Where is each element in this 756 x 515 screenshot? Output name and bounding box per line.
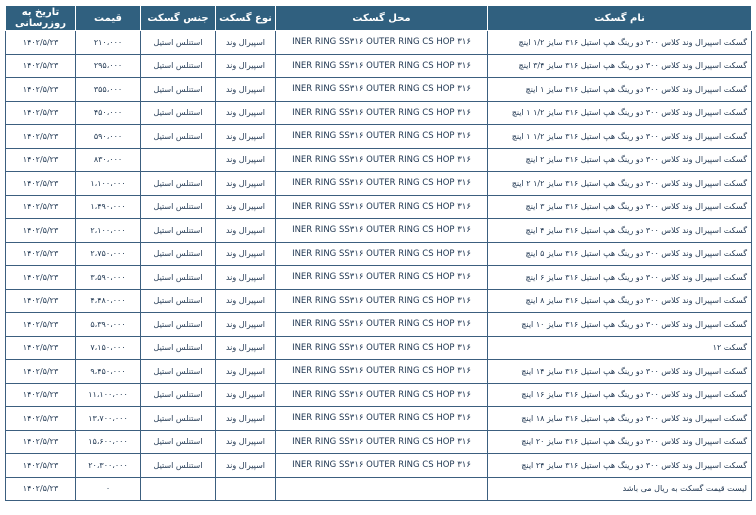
cell-gasket-type: اسپیرال وند [216,78,276,102]
table-row [6,242,752,266]
table-row [6,289,752,313]
cell-gasket-type: اسپیرال وند [216,195,276,219]
cell-gasket-type: اسپیرال وند [216,101,276,125]
header-price: قیمت [76,6,141,31]
table-row [6,477,752,501]
cell-price: ۲۱۰،۰۰۰ [76,31,141,55]
cell-gasket-material: استنلس استیل [141,266,216,290]
cell-gasket-location: INER RING SS۳۱۶ OUTER RING CS HOP ۳۱۶ [276,172,488,196]
cell-gasket-name: گسکت اسپیرال وند کلاس ۳۰۰ دو رینگ هپ استیل ۳۱۶ سایز ۱۴ اینچ [488,360,752,384]
cell-price: ۵،۳۹۰،۰۰۰ [76,313,141,337]
table-row [6,31,752,55]
cell-gasket-location: INER RING SS۳۱۶ OUTER RING CS HOP ۳۱۶ [276,219,488,243]
cell-gasket-name: گسکت اسپیرال وند کلاس ۳۰۰ دو رینگ هپ استیل ۳۱۶ سایز ۱/۲ اینچ [488,31,752,55]
cell-price: ۰ [76,477,141,501]
cell-gasket-name: گسکت اسپیرال وند کلاس ۳۰۰ دو رینگ هپ استیل ۳۱۶ سایز ۱۸ اینچ [488,407,752,431]
cell-price: ۹،۴۵۰،۰۰۰ [76,360,141,384]
cell-gasket-material: استنلس استیل [141,454,216,478]
table-row [6,195,752,219]
cell-gasket-location: INER RING SS۳۱۶ OUTER RING CS HOP ۳۱۶ [276,313,488,337]
price-table-container [5,5,751,501]
cell-price: ۱،۴۹۰،۰۰۰ [76,195,141,219]
cell-gasket-location: INER RING SS۳۱۶ OUTER RING CS HOP ۳۱۶ [276,195,488,219]
cell-gasket-material: استنلس استیل [141,407,216,431]
cell-gasket-type: اسپیرال وند [216,219,276,243]
cell-gasket-type: اسپیرال وند [216,430,276,454]
cell-gasket-location: INER RING SS۳۱۶ OUTER RING CS HOP ۳۱۶ [276,289,488,313]
cell-gasket-material: استنلس استیل [141,360,216,384]
cell-gasket-location: INER RING SS۳۱۶ OUTER RING CS HOP ۳۱۶ [276,148,488,172]
header-gasket-material: جنس گسکت [141,6,216,31]
cell-gasket-material: استنلس استیل [141,336,216,360]
cell-gasket-location: INER RING SS۳۱۶ OUTER RING CS HOP ۳۱۶ [276,430,488,454]
cell-gasket-material [141,148,216,172]
cell-gasket-type: اسپیرال وند [216,336,276,360]
cell-update-date: ۱۴۰۲/۵/۲۳ [6,78,76,102]
table-row [6,125,752,149]
table-row [6,336,752,360]
cell-gasket-location: INER RING SS۳۱۶ OUTER RING CS HOP ۳۱۶ [276,242,488,266]
cell-update-date: ۱۴۰۲/۵/۲۳ [6,383,76,407]
cell-gasket-material: استنلس استیل [141,430,216,454]
cell-price: ۷،۱۵۰،۰۰۰ [76,336,141,360]
cell-update-date: ۱۴۰۲/۵/۲۳ [6,360,76,384]
cell-gasket-location: INER RING SS۳۱۶ OUTER RING CS HOP ۳۱۶ [276,54,488,78]
cell-gasket-type: اسپیرال وند [216,148,276,172]
cell-update-date: ۱۴۰۲/۵/۲۳ [6,101,76,125]
table-row [6,454,752,478]
header-update-date: تاریخ به روزرسانی [6,6,76,31]
cell-gasket-location: INER RING SS۳۱۶ OUTER RING CS HOP ۳۱۶ [276,31,488,55]
cell-gasket-location: INER RING SS۳۱۶ OUTER RING CS HOP ۳۱۶ [276,407,488,431]
cell-update-date: ۱۴۰۲/۵/۲۳ [6,289,76,313]
table-row [6,101,752,125]
cell-price: ۱۱،۱۰۰،۰۰۰ [76,383,141,407]
cell-gasket-type [216,477,276,501]
cell-update-date: ۱۴۰۲/۵/۲۳ [6,430,76,454]
table-row [6,148,752,172]
cell-update-date: ۱۴۰۲/۵/۲۳ [6,454,76,478]
table-row [6,219,752,243]
table-body [6,31,752,501]
cell-gasket-type: اسپیرال وند [216,242,276,266]
cell-gasket-type: اسپیرال وند [216,454,276,478]
cell-gasket-material: استنلس استیل [141,54,216,78]
cell-price: ۲،۱۰۰،۰۰۰ [76,219,141,243]
cell-price: ۲۹۵،۰۰۰ [76,54,141,78]
cell-price: ۴،۴۸۰،۰۰۰ [76,289,141,313]
cell-gasket-material: استنلس استیل [141,219,216,243]
cell-gasket-name: لیست قیمت گسکت به ریال می باشد [488,477,752,501]
cell-update-date: ۱۴۰۲/۵/۲۳ [6,172,76,196]
cell-update-date: ۱۴۰۲/۵/۲۳ [6,407,76,431]
cell-gasket-name: گسکت اسپیرال وند کلاس ۳۰۰ دو رینگ هپ استیل ۳۱۶ سایز ۱ اینچ [488,78,752,102]
gasket-price-table [5,5,752,501]
cell-gasket-name: گسکت اسپیرال وند کلاس ۳۰۰ دو رینگ هپ استیل ۳۱۶ سایز ۱۰ اینچ [488,313,752,337]
cell-gasket-location: INER RING SS۳۱۶ OUTER RING CS HOP ۳۱۶ [276,454,488,478]
cell-gasket-name: گسکت اسپیرال وند کلاس ۳۰۰ دو رینگ هپ استیل ۳۱۶ سایز ۱۶ اینچ [488,383,752,407]
cell-price: ۸۳۰،۰۰۰ [76,148,141,172]
cell-update-date: ۱۴۰۲/۵/۲۳ [6,336,76,360]
cell-gasket-location: INER RING SS۳۱۶ OUTER RING CS HOP ۳۱۶ [276,266,488,290]
table-row [6,78,752,102]
table-header-row [6,6,752,31]
table-row [6,360,752,384]
cell-price: ۳،۵۹۰،۰۰۰ [76,266,141,290]
cell-gasket-material [141,477,216,501]
cell-gasket-type: اسپیرال وند [216,407,276,431]
cell-gasket-type: اسپیرال وند [216,172,276,196]
header-gasket-name: نام گسکت [488,6,752,31]
cell-gasket-name: گسکت اسپیرال وند کلاس ۳۰۰ دو رینگ هپ استیل ۳۱۶ سایز ۴ اینچ [488,219,752,243]
cell-update-date: ۱۴۰۲/۵/۲۳ [6,266,76,290]
cell-gasket-type: اسپیرال وند [216,313,276,337]
cell-price: ۲۰،۳۰۰،۰۰۰ [76,454,141,478]
table-row [6,313,752,337]
cell-gasket-material: استنلس استیل [141,125,216,149]
cell-gasket-type: اسپیرال وند [216,383,276,407]
cell-gasket-location: INER RING SS۳۱۶ OUTER RING CS HOP ۳۱۶ [276,101,488,125]
cell-update-date: ۱۴۰۲/۵/۲۳ [6,125,76,149]
cell-price: ۴۵۰،۰۰۰ [76,101,141,125]
cell-gasket-location: INER RING SS۳۱۶ OUTER RING CS HOP ۳۱۶ [276,383,488,407]
table-row [6,266,752,290]
cell-gasket-name: گسکت ۱۲ [488,336,752,360]
cell-gasket-name: گسکت اسپیرال وند کلاس ۳۰۰ دو رینگ هپ استیل ۳۱۶ سایز ۱/۲ ۱ اینچ [488,101,752,125]
cell-gasket-name: گسکت اسپیرال وند کلاس ۳۰۰ دو رینگ هپ استیل ۳۱۶ سایز ۲۴ اینچ [488,454,752,478]
cell-gasket-location [276,477,488,501]
cell-gasket-material: استنلس استیل [141,195,216,219]
cell-update-date: ۱۴۰۲/۵/۲۳ [6,313,76,337]
cell-update-date: ۱۴۰۲/۵/۲۳ [6,195,76,219]
cell-price: ۱۵،۶۰۰،۰۰۰ [76,430,141,454]
cell-gasket-material: استنلس استیل [141,78,216,102]
cell-update-date: ۱۴۰۲/۵/۲۳ [6,219,76,243]
cell-gasket-type: اسپیرال وند [216,360,276,384]
cell-gasket-location: INER RING SS۳۱۶ OUTER RING CS HOP ۳۱۶ [276,125,488,149]
cell-gasket-material: استنلس استیل [141,172,216,196]
cell-price: ۱،۱۰۰،۰۰۰ [76,172,141,196]
cell-price: ۳۵۵،۰۰۰ [76,78,141,102]
cell-gasket-material: استنلس استیل [141,101,216,125]
cell-gasket-name: گسکت اسپیرال وند کلاس ۳۰۰ دو رینگ هپ استیل ۳۱۶ سایز ۳ اینچ [488,195,752,219]
cell-gasket-location: INER RING SS۳۱۶ OUTER RING CS HOP ۳۱۶ [276,78,488,102]
table-row [6,383,752,407]
cell-gasket-material: استنلس استیل [141,383,216,407]
table-row [6,54,752,78]
cell-gasket-material: استنلس استیل [141,313,216,337]
cell-update-date: ۱۴۰۲/۵/۲۳ [6,31,76,55]
cell-update-date: ۱۴۰۲/۵/۲۳ [6,477,76,501]
cell-gasket-material: استنلس استیل [141,242,216,266]
cell-gasket-name: گسکت اسپیرال وند کلاس ۳۰۰ دو رینگ هپ استیل ۳۱۶ سایز ۲۰ اینچ [488,430,752,454]
cell-gasket-material: استنلس استیل [141,31,216,55]
cell-gasket-type: اسپیرال وند [216,125,276,149]
header-gasket-location: محل گسکت [276,6,488,31]
cell-update-date: ۱۴۰۲/۵/۲۳ [6,54,76,78]
cell-gasket-name: گسکت اسپیرال وند کلاس ۳۰۰ دو رینگ هپ استیل ۳۱۶ سایز ۱/۲ ۲ اینچ [488,172,752,196]
cell-update-date: ۱۴۰۲/۵/۲۳ [6,148,76,172]
cell-gasket-location: INER RING SS۳۱۶ OUTER RING CS HOP ۳۱۶ [276,360,488,384]
table-row [6,407,752,431]
cell-gasket-name: گسکت اسپیرال وند کلاس ۳۰۰ دو رینگ هپ استیل ۳۱۶ سایز ۱/۲ ۱ اینچ [488,125,752,149]
table-row [6,172,752,196]
cell-gasket-name: گسکت اسپیرال وند کلاس ۳۰۰ دو رینگ هپ استیل ۳۱۶ سایز ۸ اینچ [488,289,752,313]
cell-gasket-type: اسپیرال وند [216,289,276,313]
cell-price: ۲،۷۵۰،۰۰۰ [76,242,141,266]
cell-gasket-name: گسکت اسپیرال وند کلاس ۳۰۰ دو رینگ هپ استیل ۳۱۶ سایز ۶ اینچ [488,266,752,290]
cell-gasket-name: گسکت اسپیرال وند کلاس ۳۰۰ دو رینگ هپ استیل ۳۱۶ سایز ۳/۴ اینچ [488,54,752,78]
cell-gasket-name: گسکت اسپیرال وند کلاس ۳۰۰ دو رینگ هپ استیل ۳۱۶ سایز ۵ اینچ [488,242,752,266]
cell-gasket-material: استنلس استیل [141,289,216,313]
cell-gasket-location: INER RING SS۳۱۶ OUTER RING CS HOP ۳۱۶ [276,336,488,360]
table-row [6,430,752,454]
header-gasket-type: نوع گسکت [216,6,276,31]
cell-price: ۵۹۰،۰۰۰ [76,125,141,149]
cell-gasket-type: اسپیرال وند [216,54,276,78]
cell-gasket-type: اسپیرال وند [216,31,276,55]
cell-price: ۱۳،۷۰۰،۰۰۰ [76,407,141,431]
cell-gasket-type: اسپیرال وند [216,266,276,290]
cell-update-date: ۱۴۰۲/۵/۲۳ [6,242,76,266]
cell-gasket-name: گسکت اسپیرال وند کلاس ۳۰۰ دو رینگ هپ استیل ۳۱۶ سایز ۲ اینچ [488,148,752,172]
